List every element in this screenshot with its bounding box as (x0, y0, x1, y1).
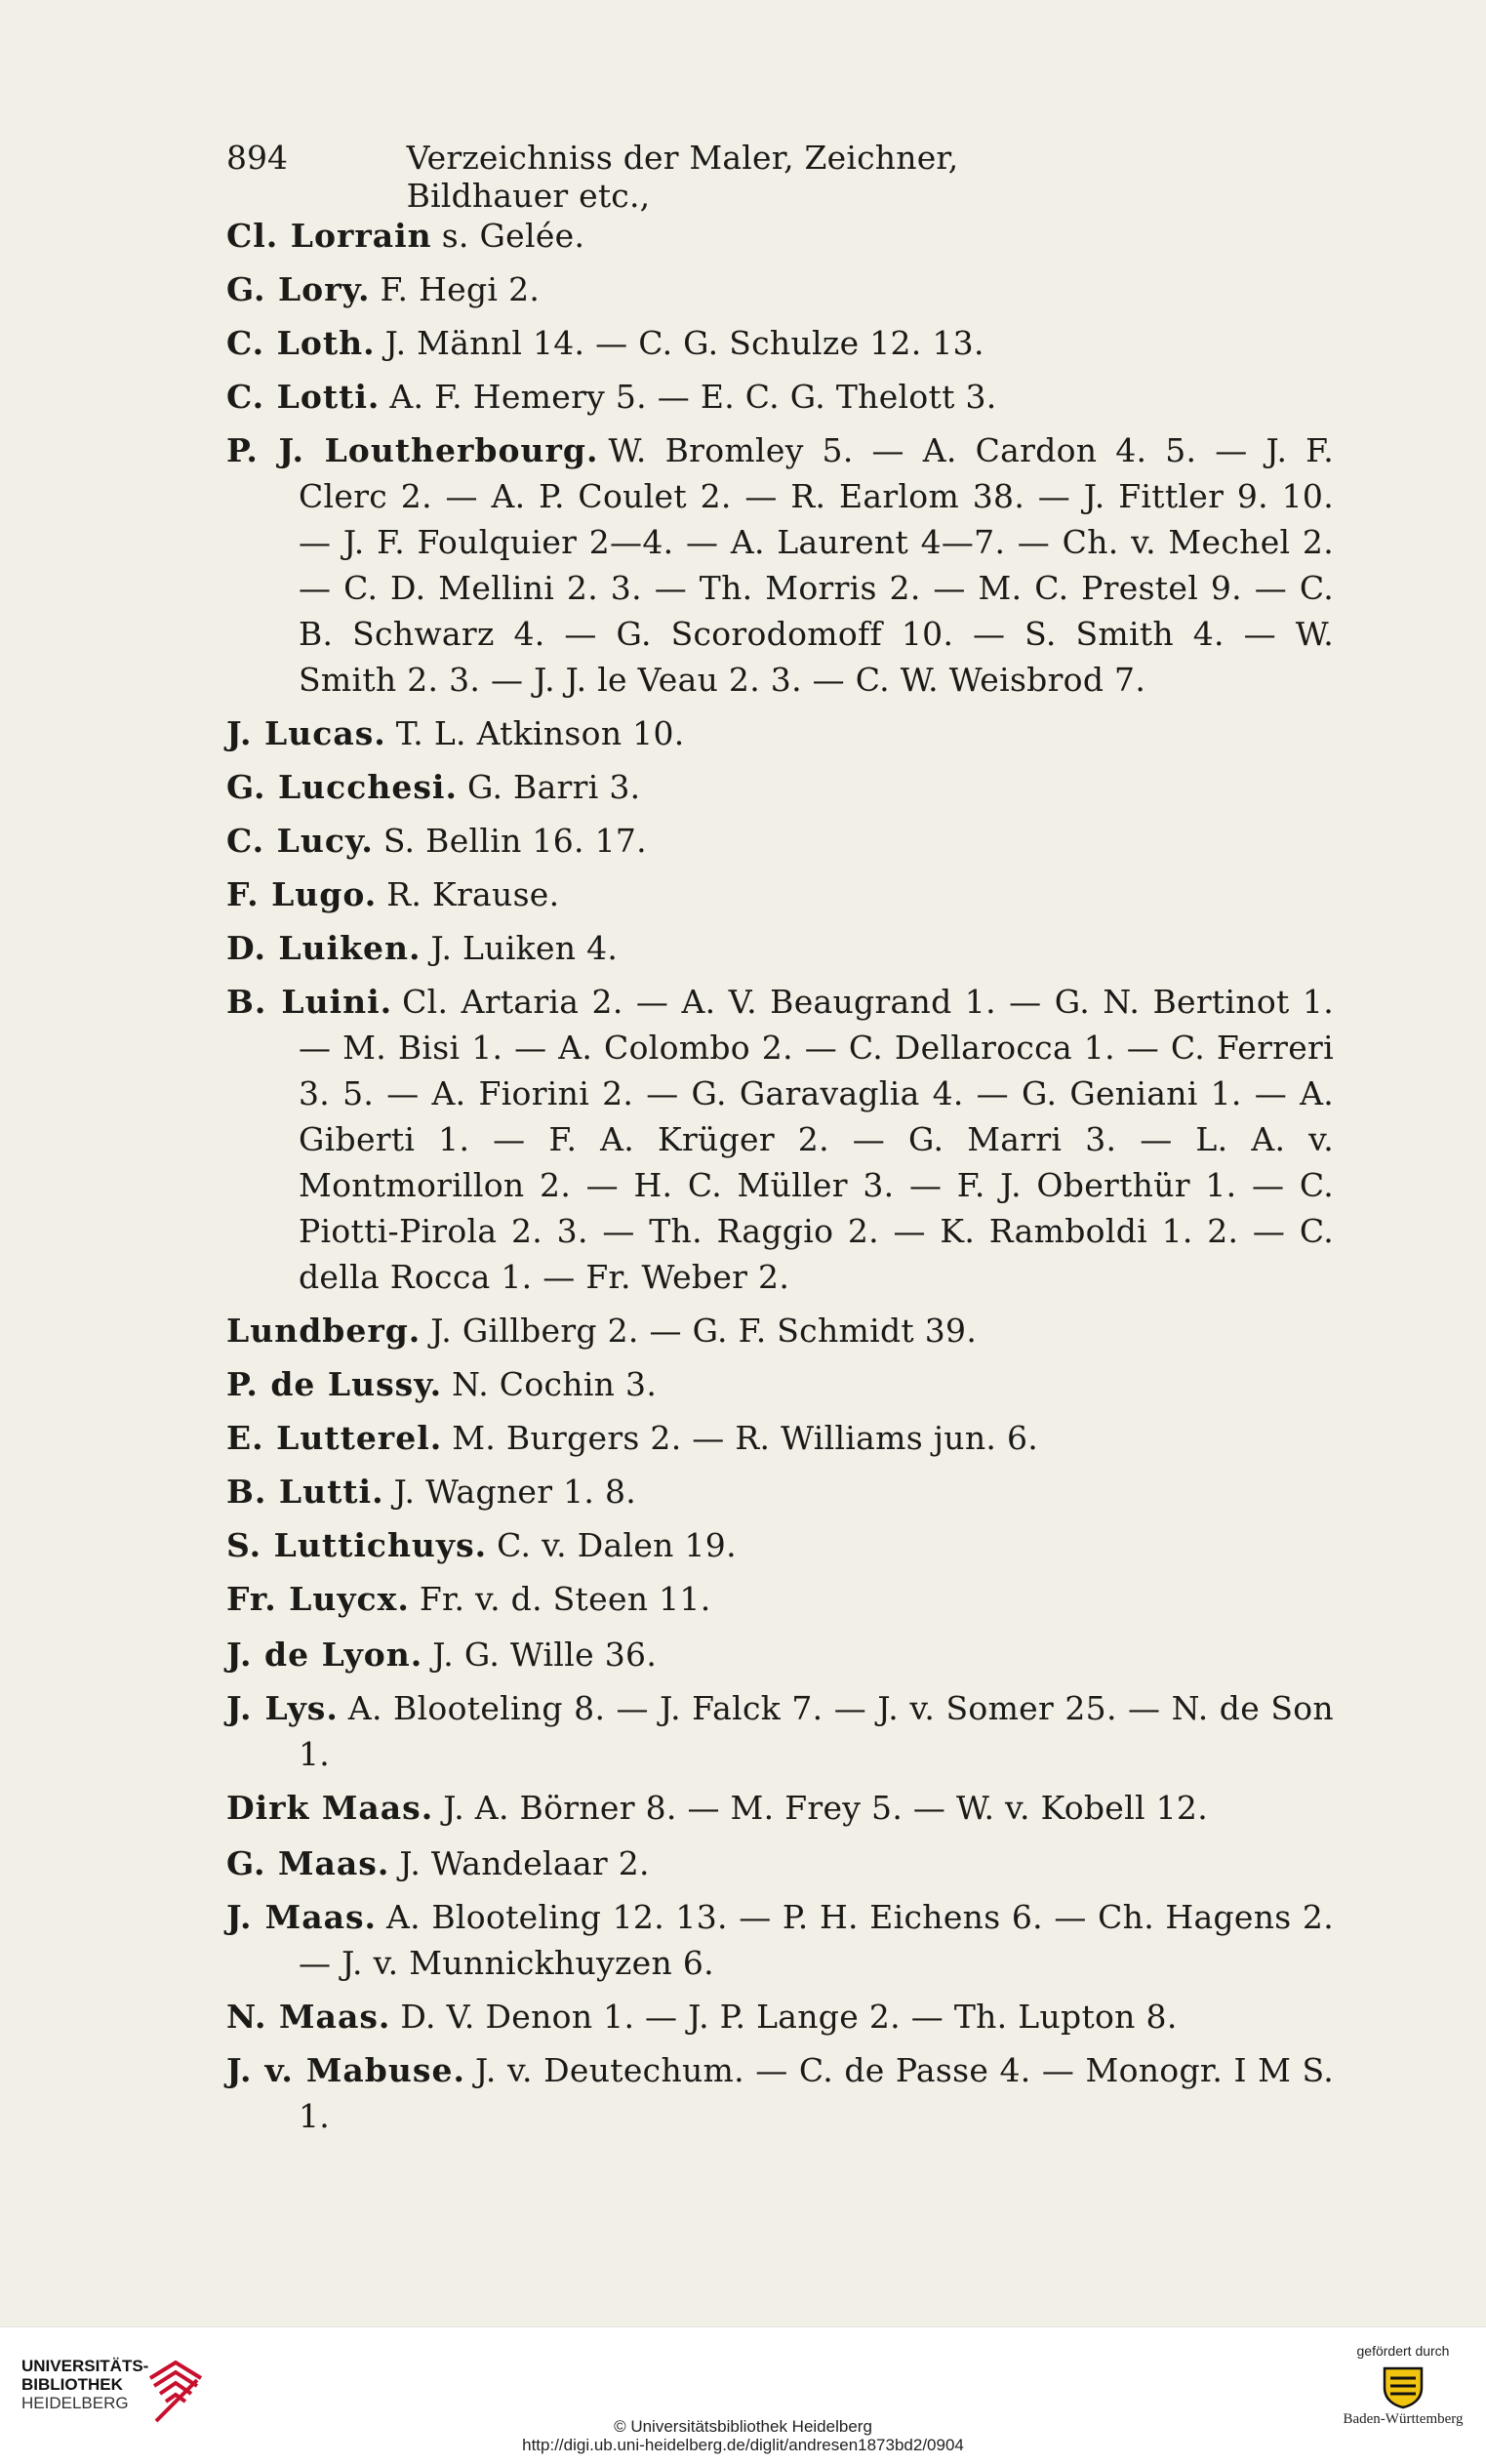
artist-name: D. Luiken. (226, 929, 422, 967)
footer-bar (0, 2326, 1486, 2464)
artist-name: J. v. Mabuse. (226, 2051, 465, 2089)
index-entry (226, 1632, 1334, 1677)
library-logo-line2: BIBLIOTHEK (21, 2375, 123, 2394)
library-logo-line3: HEIDELBERG (21, 2394, 129, 2412)
artist-name: P. de Lussy. (226, 1365, 443, 1403)
library-logo-line1: UNIVERSITÄTS- (21, 2357, 149, 2375)
index-entries (226, 213, 1334, 2147)
index-entry (226, 1361, 1334, 1407)
index-entry (226, 1469, 1334, 1515)
page-number: 894 (226, 139, 288, 177)
engraver-list: S. Bellin 16. 17. (382, 822, 647, 860)
index-entry (226, 427, 1334, 703)
index-entry (226, 818, 1334, 864)
artist-name: S. Luttichuys. (226, 1526, 488, 1564)
artist-name: G. Maas. (226, 1844, 390, 1882)
artist-name: P. J. Loutherbourg. (226, 431, 599, 469)
engraver-list: J. Gillberg 2. — G. F. Schmidt 39. (430, 1312, 978, 1350)
sponsor-block (1340, 2343, 1466, 2428)
sponsor-state-name: Baden-Württemberg (1343, 2411, 1464, 2427)
artist-name: Cl. Lorrain (226, 217, 432, 255)
state-crest-icon (1381, 2364, 1426, 2409)
engraver-list: s. Gelée. (441, 217, 585, 255)
page-header (226, 139, 1115, 215)
artist-name: Fr. Luycx. (226, 1580, 410, 1618)
artist-name: J. de Lyon. (226, 1636, 423, 1674)
artist-name: C. Lotti. (226, 378, 381, 416)
copyright-notice (0, 2417, 1486, 2454)
artist-name: J. Lucas. (226, 714, 386, 752)
index-entry (226, 374, 1334, 420)
engraver-list: F. Hegi 2. (380, 270, 541, 308)
copyright-text: © Universitätsbibliothek Heidelberg (614, 2417, 872, 2436)
artist-name: F. Lugo. (226, 875, 378, 913)
sponsor-label: gefördert durch (1356, 2343, 1450, 2359)
index-entry (226, 2047, 1334, 2139)
artist-name: E. Lutterel. (226, 1419, 443, 1457)
index-entry (226, 1840, 1334, 1886)
artist-name: Dirk Maas. (226, 1789, 434, 1827)
index-entry (226, 979, 1334, 1300)
artist-name: Lundberg. (226, 1312, 422, 1350)
library-mark-icon (146, 2357, 205, 2425)
engraver-list: A. Blooteling 12. 13. — P. H. Eichens 6. — Ch. Hagens 2. — J. v. Munnickhuyzen 6. (299, 1898, 1335, 1982)
engraver-list: J. v. Deutechum. — C. de Passe 4. — Monogr. I M S. 1. (299, 2051, 1335, 2135)
index-entry (226, 871, 1334, 917)
artist-name: J. Lys. (226, 1689, 339, 1727)
artist-name: J. Maas. (226, 1898, 378, 1936)
library-logo[interactable] (21, 2357, 148, 2412)
engraver-list: W. Bromley 5. — A. Cardon 4. 5. — J. F. Clerc 2. — A. P. Coulet 2. — R. Earlom 38. — J. Fittler 9. 10. — J. F. Foulquier 2—4. — A. Laurent 4—7. — Ch. v. Mechel 2. — C. D. Mellini 2. 3. — Th. Morris 2. — M. C. Prestel 9. — C. B. Schwarz 4. — G. Scorodomoff 10. — S. Smith 4. — W. Smith 2. 3. — J. J. le Veau 2. 3. — C. W. Weisbrod 7. (299, 431, 1334, 699)
engraver-list: J. Wandelaar 2. (399, 1844, 650, 1882)
index-entry (226, 1308, 1334, 1353)
engraver-list: R. Krause. (386, 875, 560, 913)
engraver-list: Fr. v. d. Steen 11. (419, 1580, 711, 1618)
index-entry (226, 1522, 1334, 1568)
running-title: Verzeichniss der Maler, Zeichner, Bildhauer etc., (406, 139, 959, 215)
source-url-link[interactable]: http://digi.ub.uni-heidelberg.de/diglit/andresen1873bd2/0904 (522, 2436, 964, 2454)
index-entry (226, 266, 1334, 312)
index-entry (226, 1415, 1334, 1461)
index-entry (226, 1685, 1334, 1777)
artist-name: N. Maas. (226, 1998, 391, 2036)
index-entry (226, 710, 1334, 756)
engraver-list: J. Luiken 4. (430, 929, 619, 967)
index-entry (226, 764, 1334, 810)
index-entry (226, 1994, 1334, 2040)
artist-name: B. Lutti. (226, 1473, 384, 1511)
index-entry (226, 320, 1334, 366)
engraver-list: A. Blooteling 8. — J. Falck 7. — J. v. Somer 25. — N. de Son 1. (299, 1689, 1334, 1773)
index-entry (226, 1576, 1334, 1622)
artist-name: G. Lucchesi. (226, 768, 458, 806)
engraver-list: T. L. Atkinson 10. (395, 714, 685, 752)
engraver-list: J. A. Börner 8. — M. Frey 5. — W. v. Kobell 12. (443, 1789, 1208, 1827)
index-entry (226, 1785, 1334, 1831)
index-entry (226, 213, 1334, 259)
engraver-list: M. Burgers 2. — R. Williams jun. 6. (452, 1419, 1039, 1457)
artist-name: B. Luini. (226, 983, 393, 1021)
engraver-list: A. F. Hemery 5. — E. C. G. Thelott 3. (389, 378, 997, 416)
index-entry (226, 1894, 1334, 1986)
artist-name: C. Lucy. (226, 822, 374, 860)
engraver-list: J. Männl 14. — C. G. Schulze 12. 13. (384, 324, 984, 362)
engraver-list: G. Barri 3. (466, 768, 641, 806)
artist-name: C. Loth. (226, 324, 376, 362)
engraver-list: C. v. Dalen 19. (497, 1526, 737, 1564)
engraver-list: N. Cochin 3. (452, 1365, 658, 1403)
engraver-list: Cl. Artaria 2. — A. V. Beaugrand 1. — G. N. Bertinot 1. — M. Bisi 1. — A. Colombo 2. — C. Dellarocca 1. — C. Ferreri 3. 5. — A. Fiorini 2. — G. Garavaglia 4. — G. Geniani 1. — A. Giberti 1. — F. A. Krüger 2. — G. Marri 3. — L. A. v. Montmorillon 2. — H. C. Müller 3. — F. J. Oberthür 1. — C. Piotti-Pirola 2. 3. — Th. Raggio 2. — K. Ramboldi 1. 2. — C. della Rocca 1. — Fr. Weber 2. (299, 983, 1334, 1296)
engraver-list: J. Wagner 1. 8. (393, 1473, 637, 1511)
engraver-list: D. V. Denon 1. — J. P. Lange 2. — Th. Lupton 8. (400, 1998, 1178, 2036)
artist-name: G. Lory. (226, 270, 371, 308)
engraver-list: J. G. Wille 36. (432, 1636, 658, 1674)
index-entry (226, 925, 1334, 971)
